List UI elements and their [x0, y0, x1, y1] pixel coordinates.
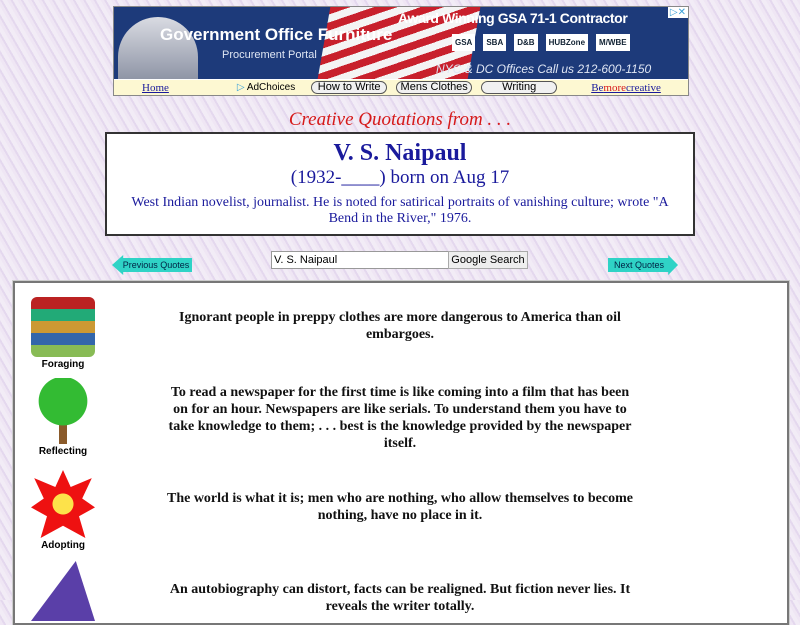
- nav-bemorecreative-link[interactable]: [591, 82, 661, 94]
- quote-icon-reflecting: [23, 378, 103, 457]
- quote-text: The world is what it is; men who are nothing, who allow themselves to become nothing, have no place in it.: [166, 491, 633, 523]
- page-title: Creative Quotations from . . .: [288, 109, 512, 130]
- logo-mwbe: M/WBE: [596, 34, 630, 51]
- purple-character-icon: [31, 561, 95, 621]
- previous-quotes-button[interactable]: [112, 255, 192, 275]
- adchoices-link[interactable]: [237, 82, 295, 93]
- link-part-be: Be: [591, 81, 604, 94]
- author-name: V. S. Naipaul: [333, 140, 467, 166]
- logo-dnb: D&B: [514, 34, 537, 51]
- quote-icon-character: [23, 561, 103, 623]
- author-box: [105, 132, 695, 236]
- icon-label: Foraging: [41, 359, 85, 370]
- logo-gsa: GSA: [452, 34, 475, 51]
- quote-icon-foraging: [23, 297, 103, 370]
- advertisement-banner[interactable]: [113, 6, 689, 96]
- link-part-creative: creative: [626, 81, 661, 94]
- ad-offices: NYC & DC Offices Call us 212-600-1150: [436, 62, 652, 76]
- quote-text: Ignorant people in preppy clothes are more dangerous to America than oil embargoes.: [179, 310, 621, 342]
- books-icon: [31, 297, 95, 357]
- adchoices-label: AdChoices: [246, 82, 296, 93]
- next-quotes-button[interactable]: [608, 255, 678, 275]
- lightbulb-icon: [31, 470, 95, 538]
- tree-icon: [31, 378, 95, 444]
- quote-text: To read a newspaper for the first time is like coming into a film that has been on for an hour. Newspapers are like serials. To understand them you have to take knowledge to them; . . . best is the knowledge provided by the newspaper itself.: [168, 385, 632, 451]
- adchoices-icon: ▷: [236, 82, 245, 93]
- logo-hubzone: HUBZone: [546, 34, 588, 51]
- author-description: West Indian novelist, journalist. He is noted for satirical portraits of vanishing culture; wrote "A Bend in the River," 1976.: [131, 195, 669, 226]
- nav-home-link[interactable]: Home: [142, 81, 169, 94]
- certification-logos: [452, 34, 630, 51]
- quote-text: An autobiography can distort, facts can be realigned. But fiction never lies. It reveals the writer totally.: [169, 582, 631, 614]
- ad-award: Award Winning GSA 71-1 Contractor: [398, 10, 628, 26]
- ad-headline: Government Office Furniture: [160, 25, 393, 44]
- search-input[interactable]: [271, 251, 449, 269]
- nav-how-to-write[interactable]: How to Write: [311, 81, 387, 94]
- previous-quotes-label: Previous Quotes: [122, 260, 190, 270]
- ad-subhead: Procurement Portal: [222, 49, 317, 61]
- next-quotes-label: Next Quotes: [613, 260, 665, 270]
- icon-label: Adopting: [41, 540, 85, 551]
- quote-icon-adopting: [23, 470, 103, 551]
- author-dates: (1932-____) born on Aug 17: [290, 167, 510, 188]
- ad-image[interactable]: [114, 7, 688, 79]
- nav-writing[interactable]: Writing: [481, 81, 557, 94]
- google-search-button[interactable]: Google Search: [448, 251, 528, 269]
- link-part-more: more: [603, 81, 627, 94]
- quotes-panel: [13, 281, 789, 625]
- nav-bar: [114, 80, 688, 95]
- icon-label: Reflecting: [38, 446, 88, 457]
- logo-sba: SBA: [483, 34, 506, 51]
- ad-close-icon[interactable]: ▷✕: [669, 7, 686, 18]
- nav-mens-clothes[interactable]: Mens Clothes: [396, 81, 472, 94]
